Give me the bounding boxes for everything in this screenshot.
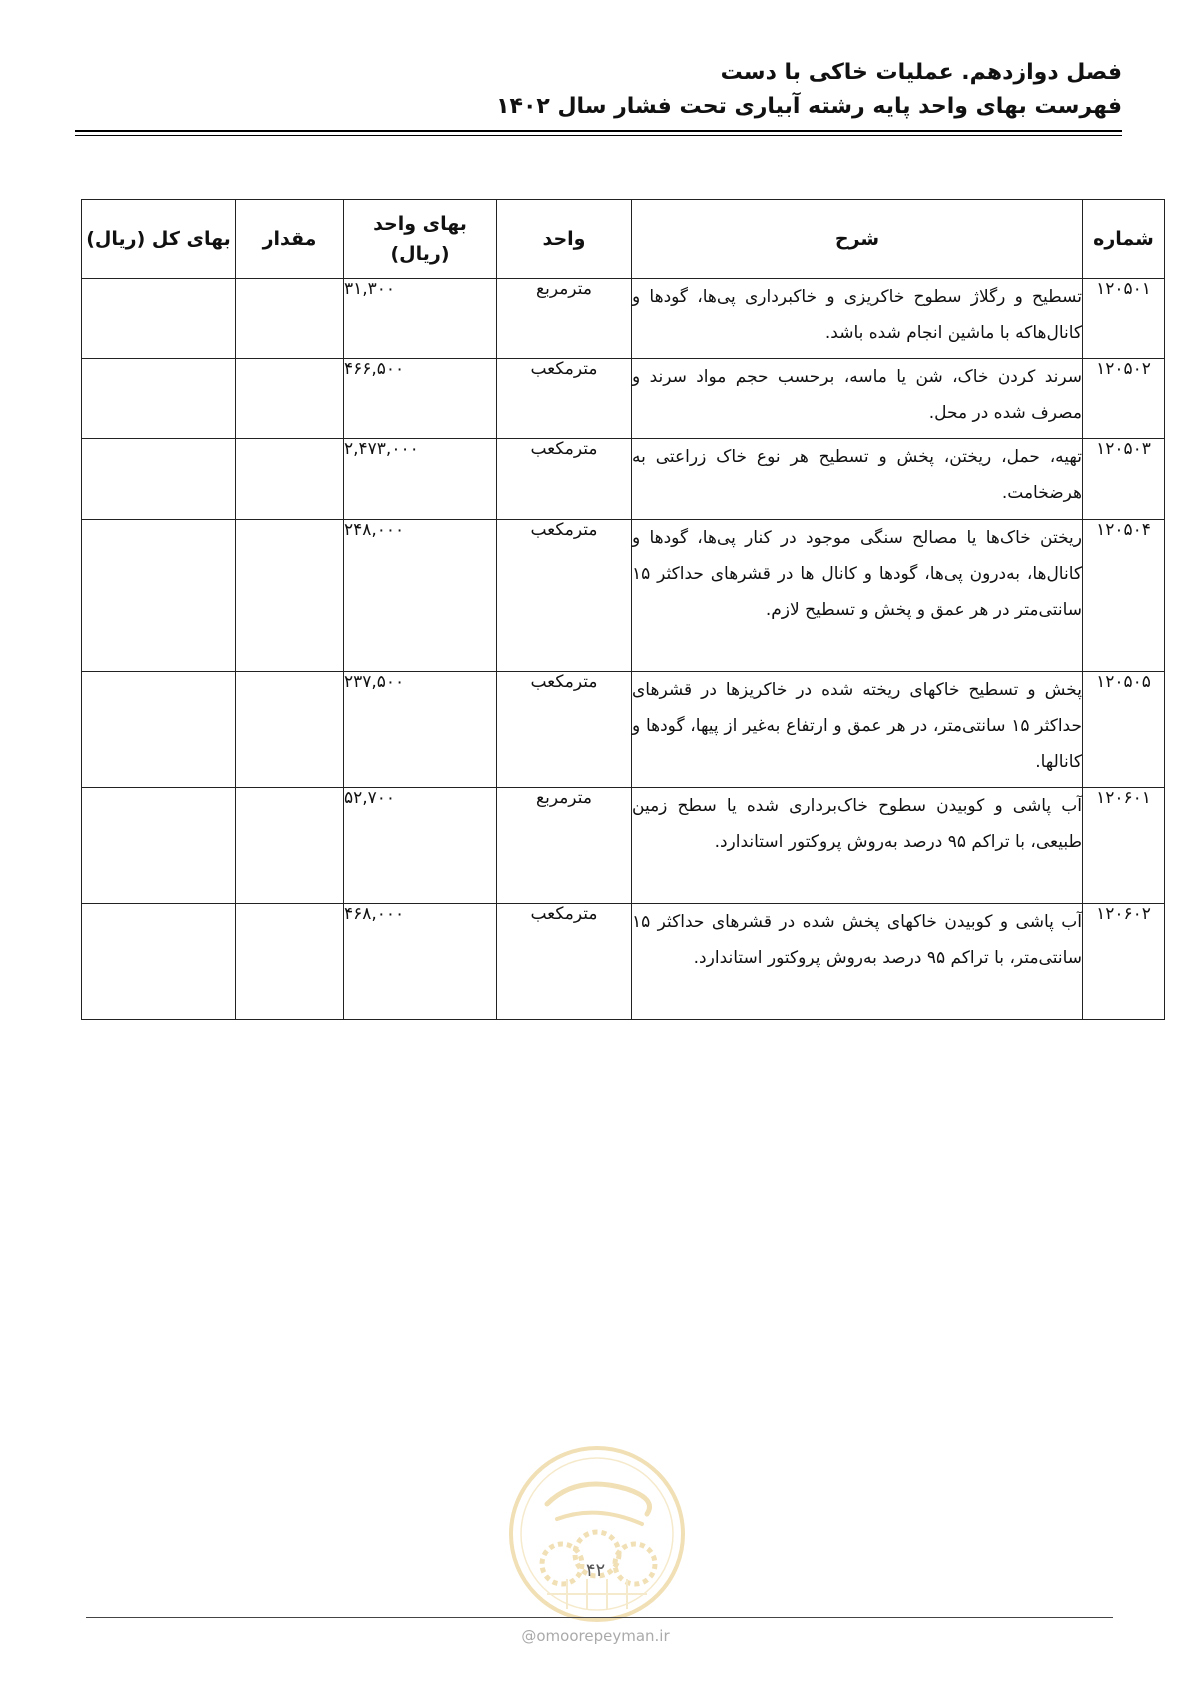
item-number: ۱۲۰۵۰۲: [1083, 359, 1165, 439]
item-number: ۱۲۰۵۰۱: [1083, 279, 1165, 359]
item-number: ۱۲۰۵۰۴: [1083, 520, 1165, 672]
column-header-number: شماره: [1083, 200, 1165, 279]
table-row: [82, 279, 1165, 359]
item-quantity: [236, 279, 344, 359]
table-row: [82, 439, 1165, 520]
item-unit-price: ۴۶۶,۵۰۰: [344, 359, 497, 439]
chapter-title: فصل دوازدهم. عملیات خاکی با دست: [720, 60, 1122, 85]
item-total: [82, 439, 236, 520]
item-quantity: [236, 904, 344, 1020]
item-quantity: [236, 439, 344, 520]
column-header-unit-price: [344, 200, 497, 279]
column-header-unit: واحد: [497, 200, 632, 279]
item-quantity: [236, 788, 344, 904]
item-number: ۱۲۰۶۰۲: [1083, 904, 1165, 1020]
header-rule-thin: [75, 135, 1122, 136]
watermark-seal-icon: [507, 1444, 687, 1624]
item-total: [82, 520, 236, 672]
price-table: [81, 199, 1165, 1020]
page-header: [75, 56, 1122, 124]
table-row: [82, 672, 1165, 788]
item-unit: مترمکعب: [497, 359, 632, 439]
item-unit: مترمربع: [497, 279, 632, 359]
table-row: [82, 788, 1165, 904]
item-unit: مترمکعب: [497, 439, 632, 520]
item-unit-price: ۲۳۷,۵۰۰: [344, 672, 497, 788]
item-number: ۱۲۰۵۰۳: [1083, 439, 1165, 520]
column-header-description: شرح: [632, 200, 1083, 279]
item-unit-price: ۴۶۸,۰۰۰: [344, 904, 497, 1020]
item-number: ۱۲۰۵۰۵: [1083, 672, 1165, 788]
footer-rule: [86, 1617, 1113, 1618]
item-quantity: [236, 359, 344, 439]
table-row: [82, 904, 1165, 1020]
item-description: تسطیح و رگلاژ سطوح خاکریزی و خاکبرداری پی‌ها، گودها و کانال‌هاکه با ماشین انجام شده باشد.: [632, 279, 1083, 359]
table-row: [82, 520, 1165, 672]
item-quantity: [236, 672, 344, 788]
item-unit: مترمکعب: [497, 672, 632, 788]
item-total: [82, 904, 236, 1020]
item-unit-price: ۲,۴۷۳,۰۰۰: [344, 439, 497, 520]
header-rule-thick: [75, 130, 1122, 132]
column-header-quantity: مقدار: [236, 200, 344, 279]
item-unit: مترمربع: [497, 788, 632, 904]
item-description: تهیه، حمل، ریختن، پخش و تسطیح هر نوع خاک زراعتی به هرضخامت.: [632, 439, 1083, 520]
column-header-total: بهای کل (ریال): [82, 200, 236, 279]
item-description: آب پاشی و کوبیدن سطوح خاک‌برداری شده یا سطح زمین طبیعی، با تراکم ۹۵ درصد به‌روش پروکتور استاندارد.: [632, 788, 1083, 904]
item-description: پخش و تسطیح خاکهای ریخته شده در خاکریزها در قشرهای حداکثر ۱۵ سانتی‌متر، در هر عمق و ارتفاع به‌غیر از پیها، گودها و کانالها.: [632, 672, 1083, 788]
item-description: ریختن خاک‌ها یا مصالح سنگی موجود در کنار پی‌ها، گودها و کانال‌ها، به‌درون پی‌ها، گودها و کانال ها در قشرهای حداکثر ۱۵ سانتی‌متر در هر عمق و پخش و تسطیح لازم.: [632, 520, 1083, 672]
item-unit: مترمکعب: [497, 520, 632, 672]
item-unit-price: ۲۴۸,۰۰۰: [344, 520, 497, 672]
price-list-title: فهرست بهای واحد پایه رشته آبیاری تحت فشار سال ۱۴۰۲: [496, 94, 1122, 119]
unit-price-label: بهای واحد: [373, 213, 467, 235]
item-total: [82, 279, 236, 359]
table-row: [82, 359, 1165, 439]
table-header-row: [82, 200, 1165, 279]
item-unit-price: ۵۲,۷۰۰: [344, 788, 497, 904]
item-quantity: [236, 520, 344, 672]
item-description: آب پاشی و کوبیدن خاکهای پخش شده در قشرهای حداکثر ۱۵ سانتی‌متر، با تراکم ۹۵ درصد به‌روش پروکتور استاندارد.: [632, 904, 1083, 1020]
item-total: [82, 359, 236, 439]
item-unit: مترمکعب: [497, 904, 632, 1020]
unit-price-currency: (ریال): [390, 243, 450, 265]
page-number: ۴۲: [585, 1560, 606, 1581]
item-number: ۱۲۰۶۰۱: [1083, 788, 1165, 904]
item-description: سرند کردن خاک، شن یا ماسه، برحسب حجم مواد سرند و مصرف شده در محل.: [632, 359, 1083, 439]
item-total: [82, 672, 236, 788]
footer-website: @omoorepeyman.ir: [521, 1627, 670, 1645]
item-unit-price: ۳۱,۳۰۰: [344, 279, 497, 359]
item-total: [82, 788, 236, 904]
